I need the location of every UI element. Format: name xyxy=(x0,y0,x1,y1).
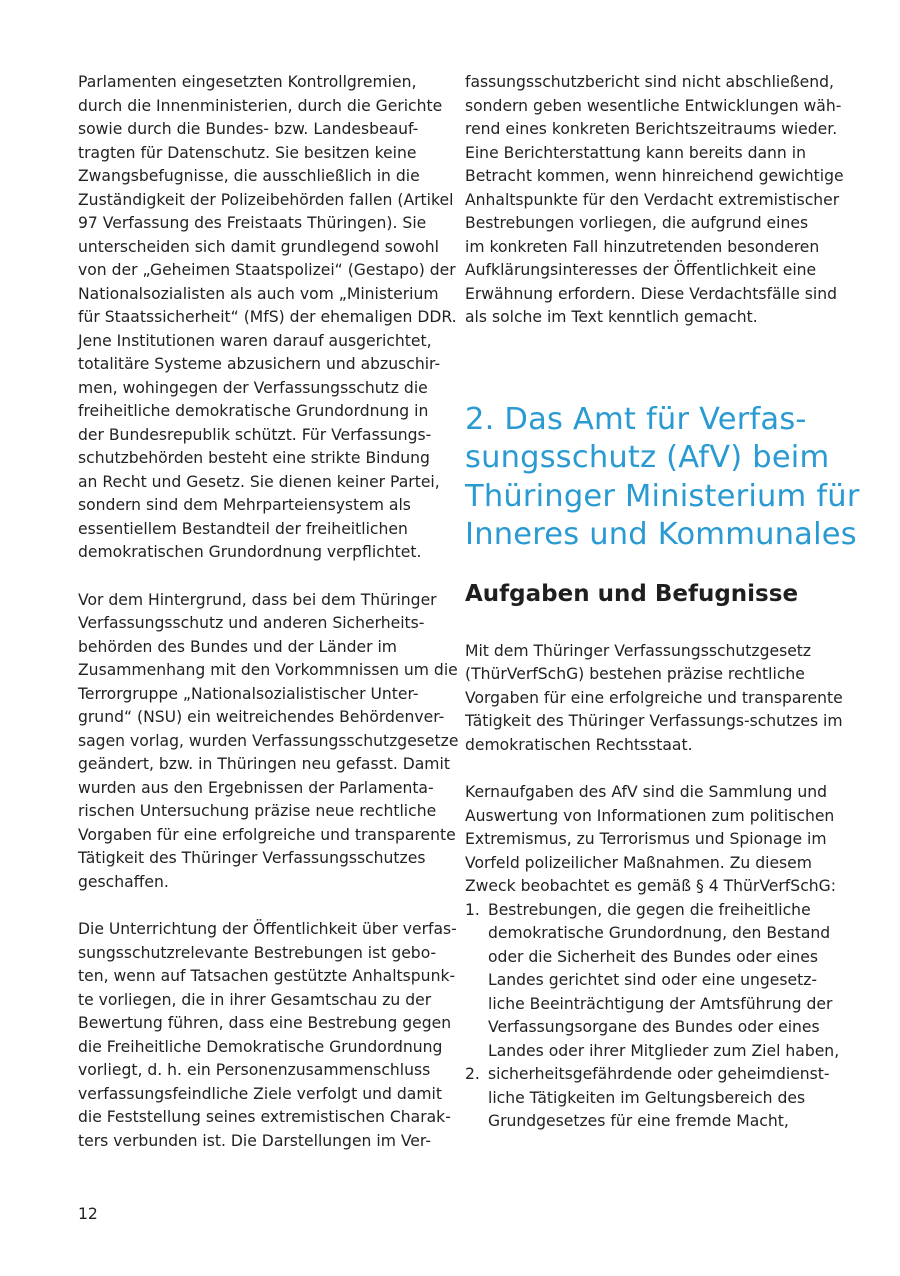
text-line: schutzbehörden besteht eine strikte Bindung xyxy=(78,449,430,467)
text-line: tragten für Datenschutz. Sie besitzen keine xyxy=(78,143,417,162)
list-item-text xyxy=(488,899,840,1064)
text-line: demokratische Grundordnung, den Bestand xyxy=(488,924,831,942)
text-line: Kernaufgaben des AfV sind die Sammlung und xyxy=(465,783,828,801)
text-line: te vorliegen, die in ihrer Gesamtschau zu der xyxy=(78,990,432,1009)
right-paragraph-2 xyxy=(465,640,843,758)
text-line: für Staatssicherheit“ (MfS) der ehemaligen DDR. xyxy=(78,308,457,326)
text-line: 97 Verfassung des Freistaats Thüringen). Sie xyxy=(78,214,427,232)
text-line: Extremismus, zu Terrorismus und Spionage im xyxy=(465,830,827,848)
list-item-2 xyxy=(465,1063,830,1134)
text-line: men, wohingegen der Verfassungsschutz die xyxy=(78,378,428,397)
text-line: der Bundesrepublik schützt. Für Verfassungs- xyxy=(78,425,432,444)
text-line: als solche im Text kenntlich gemacht. xyxy=(465,308,758,326)
left-paragraph-1 xyxy=(78,71,457,565)
text-line: Bestrebungen vorliegen, die aufgrund eines xyxy=(465,214,809,232)
text-line: Mit dem Thüringer Verfassungsschutzgesetz xyxy=(465,641,812,660)
page-number: 12 xyxy=(78,1205,98,1223)
text-line: durch die Innenministerien, durch die Gerichte xyxy=(78,96,443,115)
text-line: wurden aus den Ergebnissen der Parlamenta- xyxy=(78,778,434,797)
text-line: Zuständigkeit der Polizeibehörden fallen (Artikel xyxy=(78,190,454,209)
text-line: ten, wenn auf Tatsachen gestützte Anhaltspunk- xyxy=(78,967,456,985)
subheading: Aufgaben und Befugnisse xyxy=(465,580,799,607)
text-line: Vorgaben für eine erfolgreiche und transparente xyxy=(465,688,843,707)
list-item-text xyxy=(488,1063,830,1134)
text-line: sondern sind dem Mehrparteiensystem als xyxy=(78,496,411,514)
text-line: freiheitliche demokratische Grundordnung in xyxy=(78,402,429,420)
text-line: sungsschutzrelevante Bestrebungen ist gebo- xyxy=(78,943,437,962)
text-line: die Feststellung seines extremistischen Charak- xyxy=(78,1108,451,1126)
text-line: Terrorgruppe „Nationalsozialistischer Unter- xyxy=(78,684,419,703)
text-line: behörden des Bundes und der Länder im xyxy=(78,637,397,656)
section-heading xyxy=(465,401,860,555)
list-item-number: 1. xyxy=(465,900,480,919)
numbered-list xyxy=(465,899,840,1134)
left-paragraph-3 xyxy=(78,918,457,1153)
text-line: Auswertung von Informationen zum politischen xyxy=(465,806,835,825)
text-line: Tätigkeit des Thüringer Verfassungs-schutzes im xyxy=(465,712,843,730)
text-line: liche Tätigkeiten im Geltungsbereich des xyxy=(488,1088,806,1107)
text-line: rend eines konkreten Berichtszeitraums wieder. xyxy=(465,120,838,138)
text-line: Erwähnung erfordern. Diese Verdachtsfälle sind xyxy=(465,284,838,303)
text-line: Aufklärungsinteresses der Öffentlichkeit eine xyxy=(465,261,817,279)
text-line: sondern geben wesentliche Entwicklungen wäh- xyxy=(465,96,842,115)
text-line: demokratischen Rechtsstaat. xyxy=(465,735,693,754)
text-line: Verfassungsorgane des Bundes oder eines xyxy=(488,1018,820,1036)
right-paragraph-1 xyxy=(465,71,844,330)
text-line: Anhaltspunkte für den Verdacht extremistischer xyxy=(465,190,840,209)
heading-line: sungsschutz (AfV) beim xyxy=(465,440,830,475)
text-line: vorliegt, d. h. ein Personenzusammenschluss xyxy=(78,1061,431,1079)
text-line: Zweck beobachtet es gemäß § 4 ThürVerfSchG: xyxy=(465,877,836,895)
text-line: Grundgesetzes für eine fremde Macht, xyxy=(488,1112,789,1130)
text-line: geändert, bzw. in Thüringen neu gefasst. Damit xyxy=(78,755,450,773)
text-line: sowie durch die Bundes- bzw. Landesbeauf- xyxy=(78,120,419,138)
heading-line: 2. Das Amt für Verfas- xyxy=(465,401,807,437)
text-line: Parlamenten eingesetzten Kontrollgremien, xyxy=(78,73,417,91)
text-line: Zusammenhang mit den Vorkommnissen um die xyxy=(78,661,458,679)
text-line: Eine Berichterstattung kann bereits dann in xyxy=(465,143,806,162)
text-line: oder die Sicherheit des Bundes oder eines xyxy=(488,947,819,966)
text-line: Landes oder ihrer Mitglieder zum Ziel haben, xyxy=(488,1041,840,1060)
text-line: totalitäre Systeme abzusichern und abzuschir- xyxy=(78,355,441,373)
left-paragraph-2 xyxy=(78,589,459,895)
text-line: essentiellem Bestandteil der freiheitlichen xyxy=(78,519,408,538)
text-line: liche Beeinträchtigung der Amtsführung der xyxy=(488,994,833,1013)
text-line: Vorfeld polizeilicher Maßnahmen. Zu diesem xyxy=(465,853,812,872)
text-line: (ThürVerfSchG) bestehen präzise rechtliche xyxy=(465,665,805,683)
text-line: sicherheitsgefährdende oder geheimdienst- xyxy=(488,1065,830,1083)
text-line: Bewertung führen, dass eine Bestrebung gegen xyxy=(78,1014,452,1032)
text-line: demokratischen Grundordnung verpflichtet. xyxy=(78,543,422,561)
text-line: Zwangsbefugnisse, die ausschließlich in die xyxy=(78,167,420,185)
text-line: rischen Untersuchung präzise neue rechtliche xyxy=(78,802,437,820)
text-line: von der „Geheimen Staatspolizei“ (Gestapo) der xyxy=(78,261,456,279)
text-line: Landes gerichtet sind oder eine ungesetz- xyxy=(488,971,818,989)
text-line: Vor dem Hintergrund, dass bei dem Thüringer xyxy=(78,590,437,609)
text-line: Verfassungsschutz und anderen Sicherheits- xyxy=(78,614,425,632)
heading-line: Inneres und Kommunales xyxy=(465,517,857,552)
text-line: Die Unterrichtung der Öffentlichkeit über verfas- xyxy=(78,920,457,938)
text-line: die Freiheitliche Demokratische Grundordnung xyxy=(78,1037,443,1056)
list-item-1 xyxy=(465,899,840,1064)
text-line: grund“ (NSU) ein weitreichendes Behördenver- xyxy=(78,708,445,726)
text-line: Betracht kommen, wenn hinreichend gewichtige xyxy=(465,167,844,185)
left-column xyxy=(78,71,459,1153)
text-line: geschaffen. xyxy=(78,872,169,891)
text-line: Vorgaben für eine erfolgreiche und transparente xyxy=(78,825,456,844)
text-line: Bestrebungen, die gegen die freiheitliche xyxy=(488,900,811,919)
text-line: Jene Institutionen waren darauf ausgerichtet, xyxy=(78,331,432,350)
text-line: ters verbunden ist. Die Darstellungen im Ver- xyxy=(78,1131,431,1150)
right-paragraph-3 xyxy=(465,781,836,899)
text-line: an Recht und Gesetz. Sie dienen keiner Partei, xyxy=(78,472,440,491)
text-line: Nationalsozialisten als auch vom „Ministerium xyxy=(78,284,439,303)
text-line: sagen vorlag, wurden Verfassungsschutzgesetze xyxy=(78,731,459,750)
text-line: im konkreten Fall hinzutretenden besonderen xyxy=(465,237,820,256)
text-line: fassungsschutzbericht sind nicht abschließend, xyxy=(465,73,834,91)
right-column xyxy=(465,71,860,1134)
heading-line: Thüringer Ministerium für xyxy=(465,478,860,514)
text-line: verfassungsfeindliche Ziele verfolgt und damit xyxy=(78,1084,442,1103)
text-line: unterscheiden sich damit grundlegend sowohl xyxy=(78,237,439,256)
list-item-number: 2. xyxy=(465,1065,480,1083)
text-line: Tätigkeit des Thüringer Verfassungsschutzes xyxy=(78,849,426,867)
